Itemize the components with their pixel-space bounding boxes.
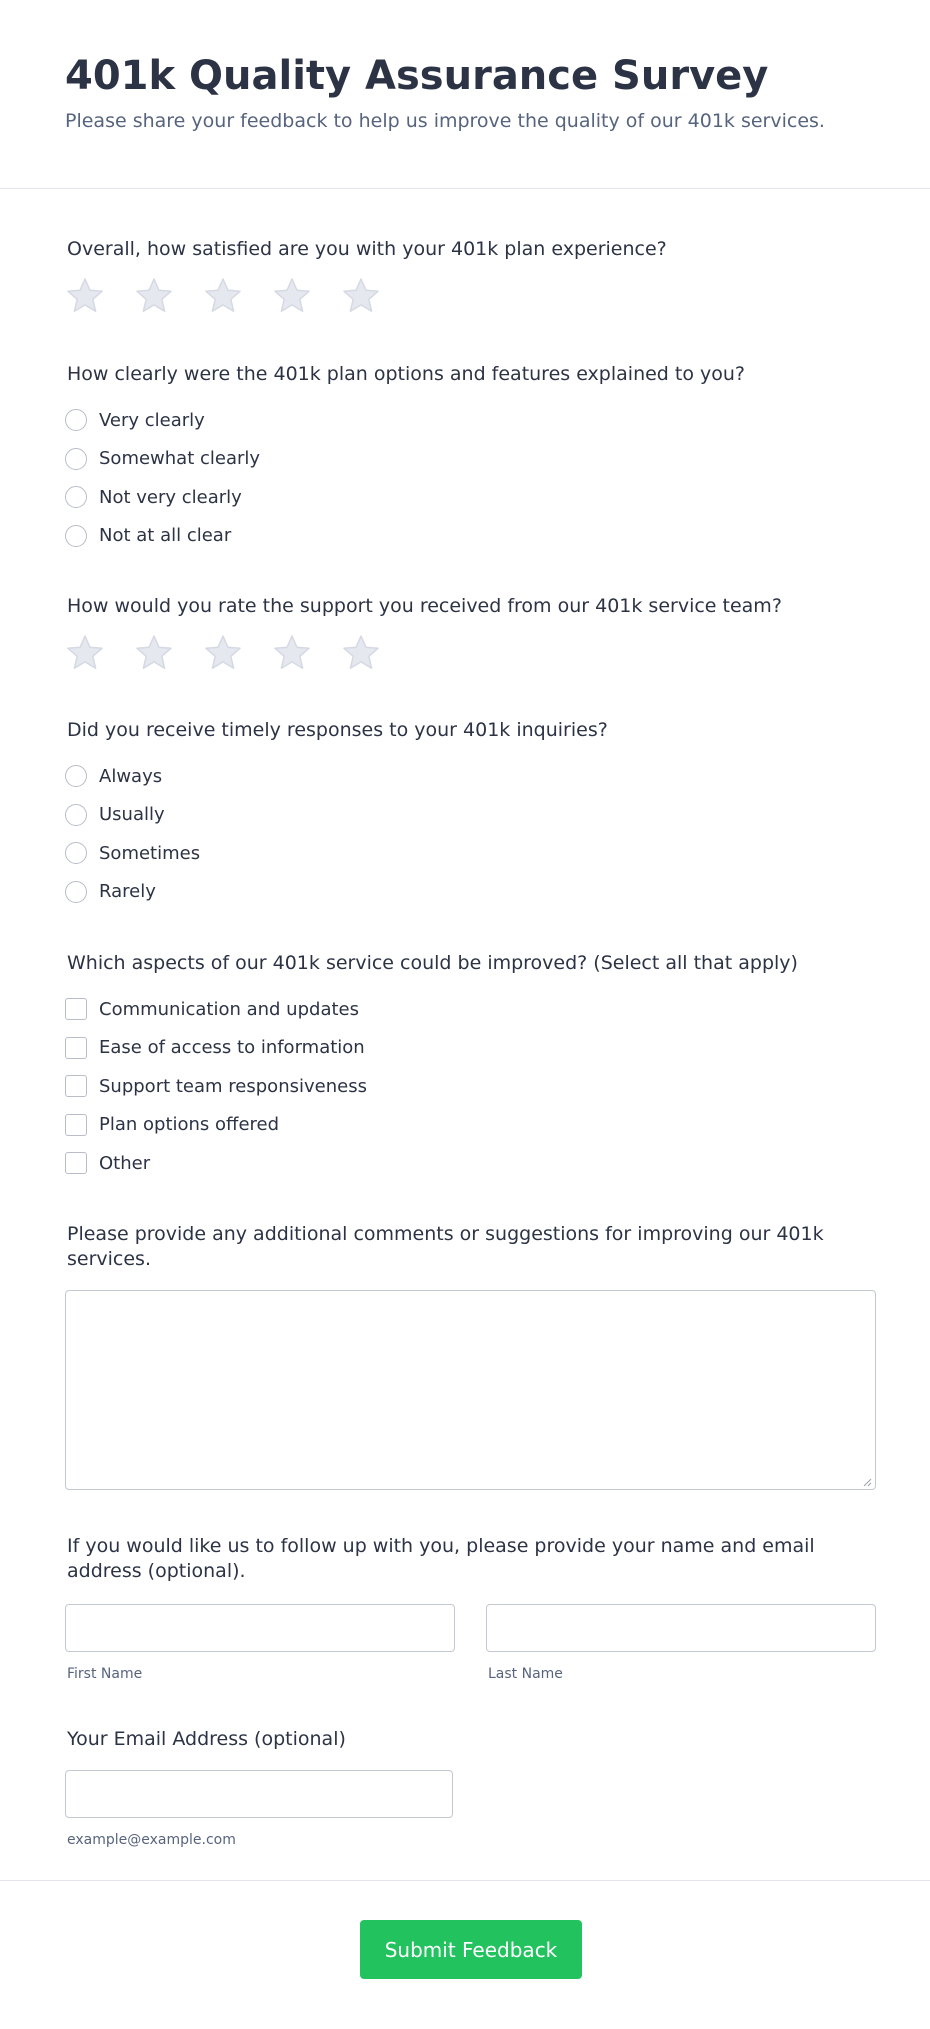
radio-group xyxy=(65,401,876,555)
star-icon[interactable] xyxy=(65,633,105,673)
checkbox[interactable] xyxy=(65,1114,87,1136)
radio-group xyxy=(65,757,876,911)
checkbox-option-ease-of-access[interactable] xyxy=(65,1029,876,1068)
radio-label: Rarely xyxy=(99,881,156,903)
first-name-input[interactable] xyxy=(65,1604,455,1652)
last-name-sublabel: Last Name xyxy=(488,1666,563,1682)
star-rating xyxy=(65,633,876,673)
question-label: How would you rate the support you received from our 401k service team? xyxy=(67,595,782,617)
radio-label: Usually xyxy=(99,804,165,826)
question-label: Which aspects of our 401k service could be improved? (Select all that apply) xyxy=(67,952,798,974)
star-icon[interactable] xyxy=(272,276,312,316)
checkbox[interactable] xyxy=(65,1075,87,1097)
checkbox-label: Communication and updates xyxy=(99,998,359,1020)
checkbox-option-support-team[interactable] xyxy=(65,1067,876,1106)
radio-option-very-clearly[interactable] xyxy=(65,401,876,440)
question-label: Please provide any additional comments or suggestions for improving our 401k services. xyxy=(67,1223,824,1270)
star-icon[interactable] xyxy=(341,633,381,673)
star-icon[interactable] xyxy=(65,276,105,316)
radio-button[interactable] xyxy=(65,842,87,864)
question-email xyxy=(65,1727,876,1848)
name-fields xyxy=(65,1604,876,1682)
checkbox-label: Plan options offered xyxy=(99,1114,280,1136)
form-footer xyxy=(0,1880,930,2029)
radio-option-not-very-clearly[interactable] xyxy=(65,478,876,517)
question-label: Overall, how satisfied are you with your 401k plan experience? xyxy=(67,238,667,260)
email-input[interactable] xyxy=(65,1770,453,1818)
star-icon[interactable] xyxy=(203,276,243,316)
question-additional-comments xyxy=(65,1222,876,1490)
radio-option-sometimes[interactable] xyxy=(65,834,876,873)
email-group xyxy=(65,1770,453,1848)
radio-button[interactable] xyxy=(65,525,87,547)
star-icon[interactable] xyxy=(272,633,312,673)
submit-feedback-button[interactable]: Submit Feedback xyxy=(360,1920,582,1979)
radio-button[interactable] xyxy=(65,409,87,431)
star-icon[interactable] xyxy=(341,276,381,316)
checkbox-option-plan-options[interactable] xyxy=(65,1106,876,1145)
radio-label: Somewhat clearly xyxy=(99,448,261,470)
radio-label: Not at all clear xyxy=(99,525,232,547)
first-name-sublabel: First Name xyxy=(67,1666,143,1682)
resize-handle-icon[interactable] xyxy=(862,1477,872,1487)
form-header xyxy=(0,0,930,189)
question-label: If you would like us to follow up with you, please provide your name and email address (optional). xyxy=(67,1535,815,1582)
checkbox[interactable] xyxy=(65,1037,87,1059)
first-name-group xyxy=(65,1604,455,1682)
question-support-rating xyxy=(65,594,876,673)
email-sublabel: example@example.com xyxy=(67,1832,236,1848)
radio-label: Not very clearly xyxy=(99,486,242,508)
radio-option-always[interactable] xyxy=(65,757,876,796)
page-title: 401k Quality Assurance Survey xyxy=(65,53,769,99)
star-rating xyxy=(65,276,876,316)
question-label: Did you receive timely responses to your 401k inquiries? xyxy=(67,719,608,741)
last-name-input[interactable] xyxy=(486,1604,876,1652)
question-follow-up-name xyxy=(65,1534,876,1682)
checkbox-label: Other xyxy=(99,1152,151,1174)
radio-button[interactable] xyxy=(65,448,87,470)
radio-button[interactable] xyxy=(65,765,87,787)
radio-button[interactable] xyxy=(65,881,87,903)
checkbox-option-other[interactable] xyxy=(65,1144,876,1183)
star-icon[interactable] xyxy=(203,633,243,673)
radio-option-usually[interactable] xyxy=(65,796,876,835)
radio-button[interactable] xyxy=(65,804,87,826)
radio-label: Very clearly xyxy=(99,409,205,431)
question-label: How clearly were the 401k plan options and features explained to you? xyxy=(67,363,746,385)
checkbox-label: Support team responsiveness xyxy=(99,1075,367,1097)
question-overall-satisfaction xyxy=(65,237,876,316)
star-icon[interactable] xyxy=(134,276,174,316)
radio-option-not-at-all-clear[interactable] xyxy=(65,517,876,556)
question-improvement-aspects xyxy=(65,951,876,1183)
checkbox-option-communication[interactable] xyxy=(65,990,876,1029)
checkbox[interactable] xyxy=(65,998,87,1020)
radio-button[interactable] xyxy=(65,486,87,508)
radio-label: Always xyxy=(99,765,163,787)
radio-option-somewhat-clearly[interactable] xyxy=(65,440,876,479)
comments-textarea[interactable] xyxy=(65,1290,876,1490)
question-label: Your Email Address (optional) xyxy=(67,1728,346,1750)
radio-option-rarely[interactable] xyxy=(65,873,876,912)
radio-label: Sometimes xyxy=(99,842,201,864)
star-icon[interactable] xyxy=(134,633,174,673)
question-clarity xyxy=(65,362,876,555)
question-timely-responses xyxy=(65,718,876,911)
checkbox-label: Ease of access to information xyxy=(99,1037,365,1059)
checkbox[interactable] xyxy=(65,1152,87,1174)
checkbox-group xyxy=(65,990,876,1183)
page-subtitle: Please share your feedback to help us improve the quality of our 401k services. xyxy=(65,110,825,132)
last-name-group xyxy=(486,1604,876,1682)
